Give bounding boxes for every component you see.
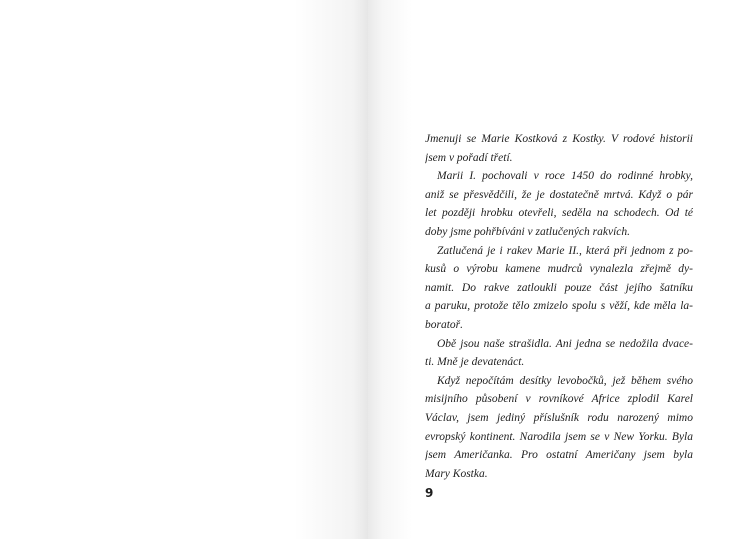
text-line: Mary Kostka. <box>425 467 488 480</box>
page-number: 9 <box>425 486 434 500</box>
text-line: kusů o výrobu kamene mudrců vynalezla zřejmě dy- <box>425 263 693 276</box>
text-line: jsem Američanka. Pro ostatní Američany jsem byla <box>425 449 693 462</box>
text-line: let později hrobku otevřeli, seděla na schodech. Od té <box>425 207 693 220</box>
text-line: a paruku, protože tělo zmizelo spolu s věží, kde měla la- <box>425 300 693 313</box>
left-page-blank <box>0 0 368 539</box>
text-line: Když nepočítám desítky levobočků, jež během svého <box>437 374 693 387</box>
body-text <box>425 130 693 483</box>
text-line: boratoř. <box>425 318 464 331</box>
text-line: Zatlučená je i rakev Marie II., která při jednom z po- <box>437 244 693 257</box>
text-line: misijního působení v rovníkové Africe zplodil Karel <box>425 393 693 406</box>
text-line: jsem v pořadí třetí. <box>425 151 513 164</box>
text-line: Marii I. pochovali v roce 1450 do rodinné hrobky, <box>437 170 693 183</box>
text-line: aniž se přesvědčili, že je dostatečně mrtvá. Když o pár <box>425 188 693 201</box>
text-line: Václav, jsem jediný příslušník rodu narozený mimo <box>425 411 693 424</box>
text-line: ti. Mně je devatenáct. <box>425 356 525 369</box>
text-line: namit. Do rakve zatloukli pouze část jejího šatníku <box>425 281 693 294</box>
text-line: Obě jsou naše strašidla. Ani jedna se nedožila dvace- <box>437 337 693 350</box>
text-line: doby jsme pohřbíváni v zatlučených rakvích. <box>425 225 631 238</box>
text-line: evropský kontinent. Narodila jsem se v New Yorku. Byla <box>425 430 693 443</box>
text-line: Jmenuji se Marie Kostková z Kostky. V rodové historii <box>425 133 693 145</box>
